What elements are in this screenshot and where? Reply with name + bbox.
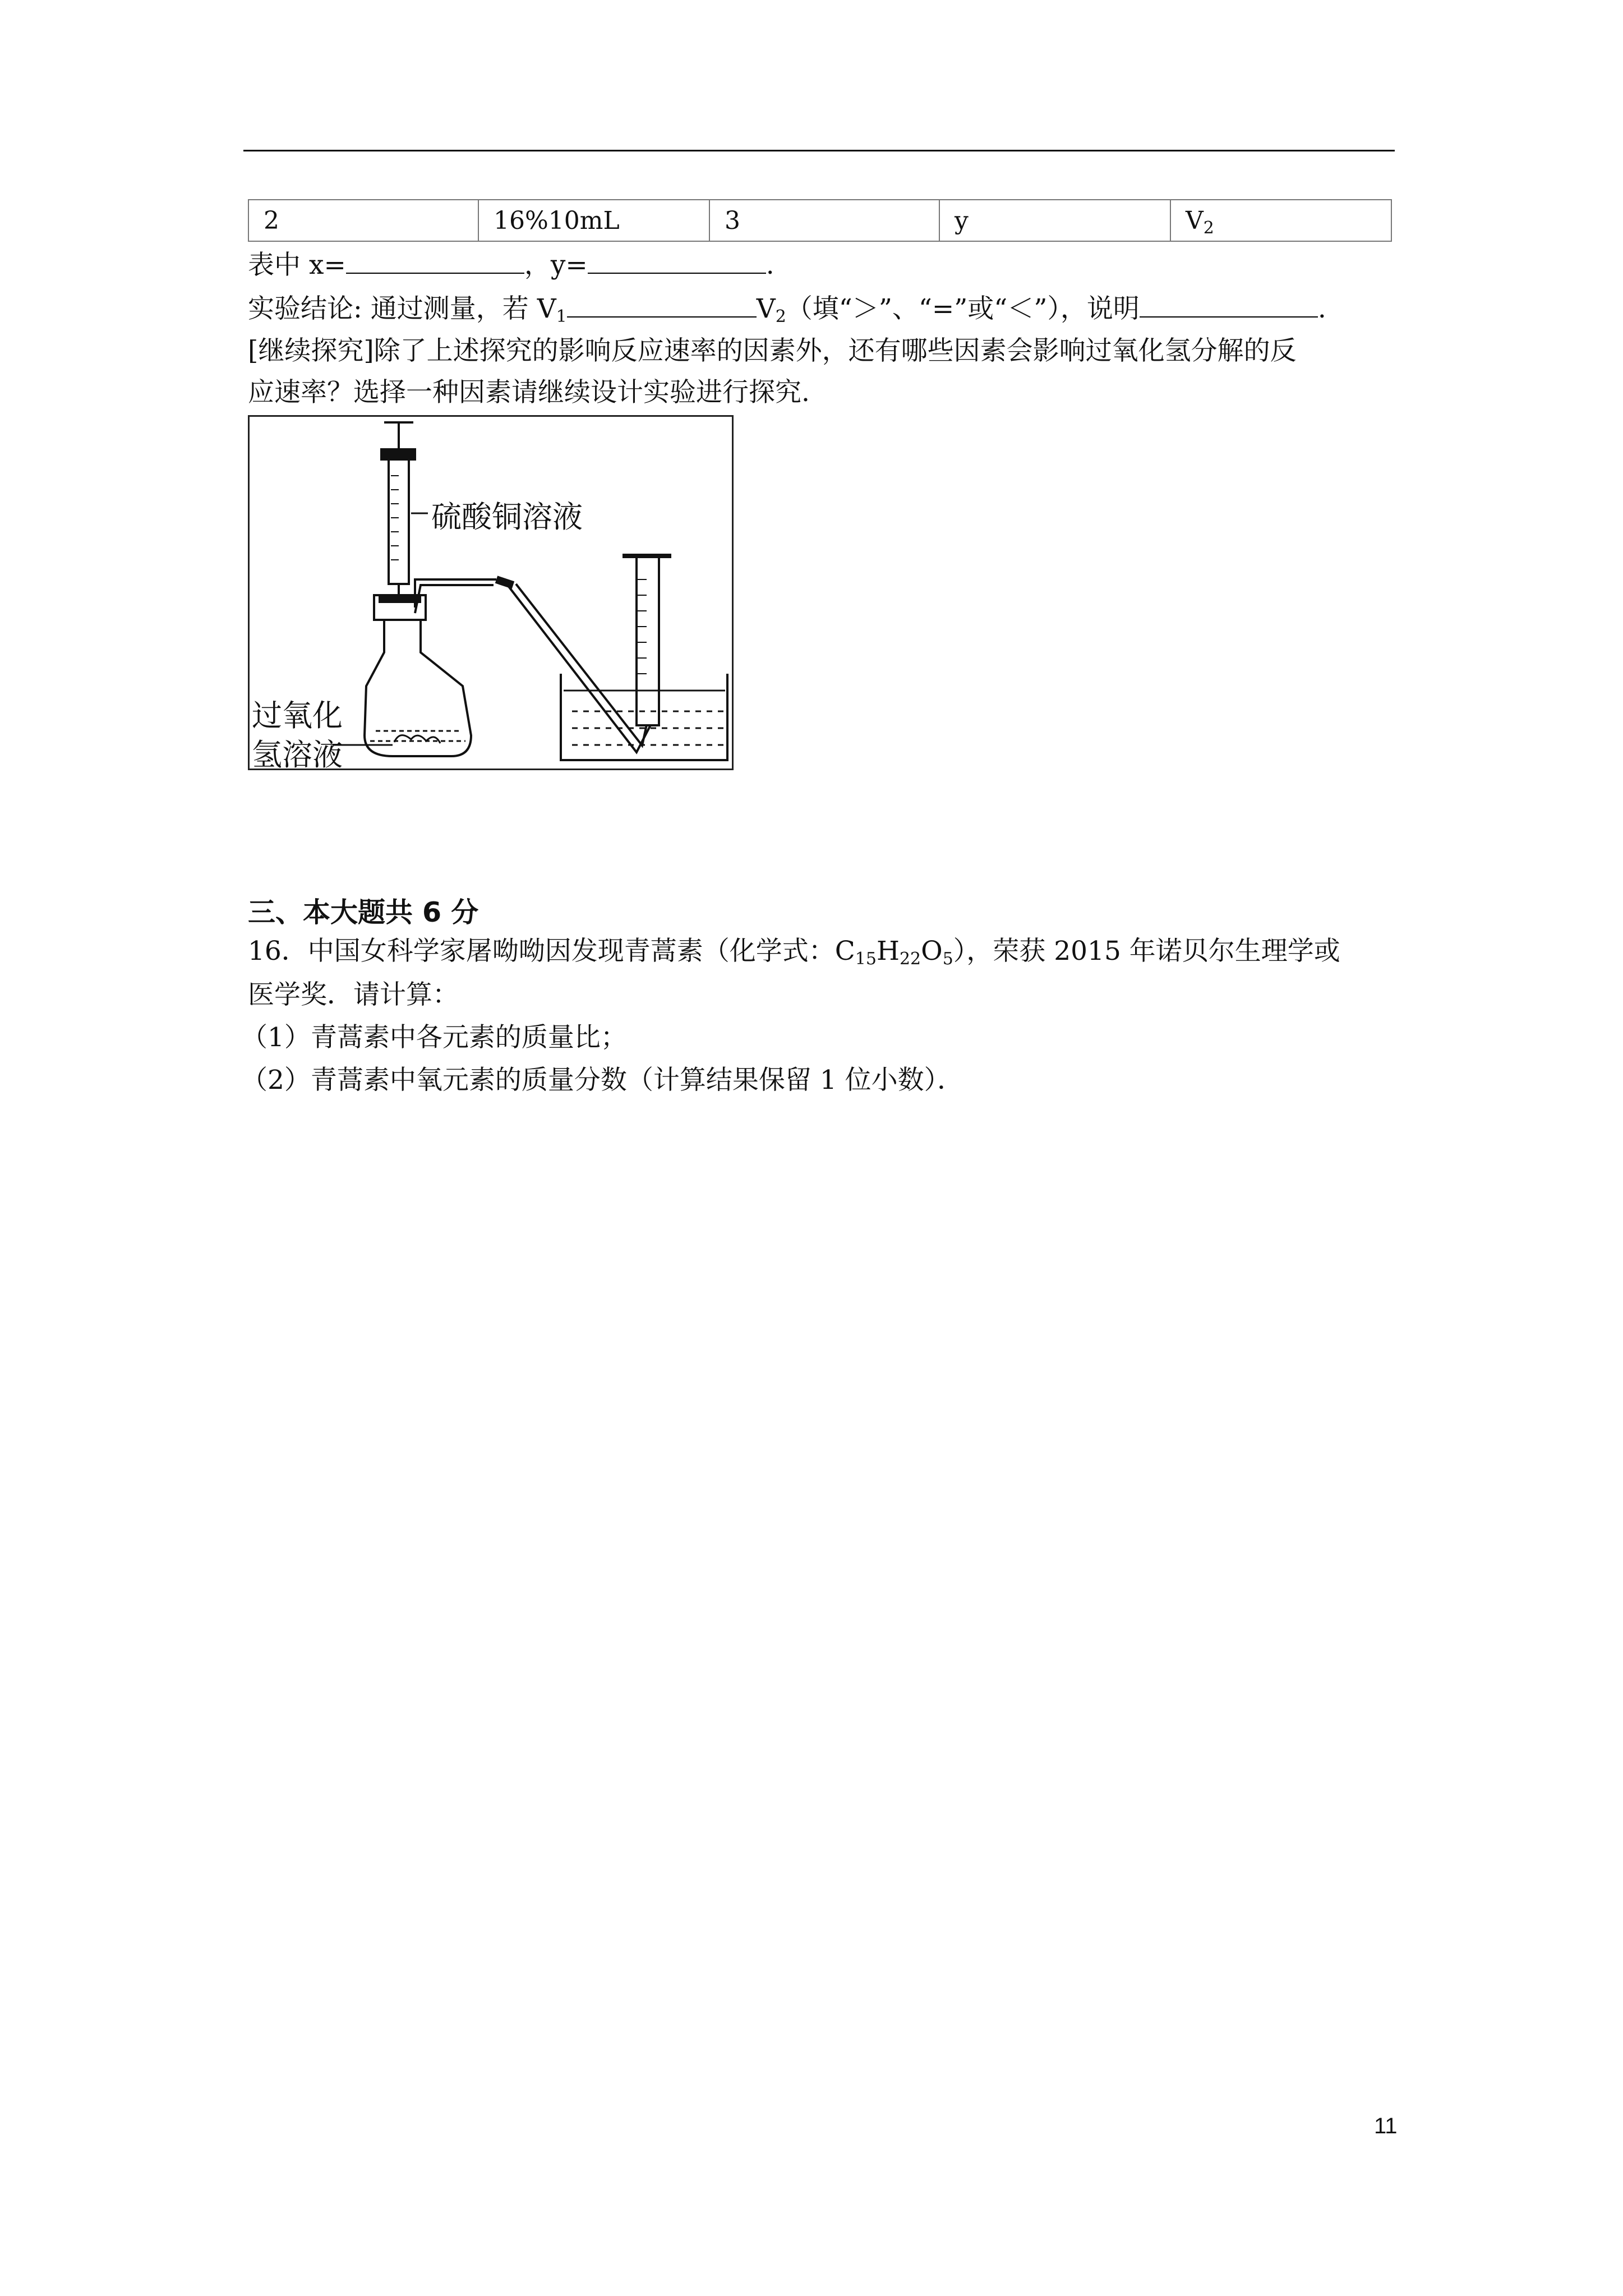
answer-blank-compare[interactable]: [567, 292, 757, 318]
table-row: [248, 200, 1391, 241]
table-cell: y: [939, 200, 1170, 241]
continue-line-2: 应速率？选择一种因素请继续设计实验进行探究.: [248, 377, 810, 408]
table-cell: 3: [709, 200, 939, 241]
q16-line-1: 16．中国女科学家屠呦呦因发现青蒿素（化学式：$C_{15}H_{22}O_5$），荣获 2015 年诺贝尔生理学或: [248, 936, 1340, 969]
table-cell: 16%10mL: [478, 200, 709, 241]
table-cell: $V_2$: [1170, 200, 1391, 241]
label-copper-sulfate: 硫酸铜溶液: [431, 499, 583, 535]
q16-part-1: （1）青蒿素中各元素的质量比；: [241, 1022, 627, 1053]
page-number: 11: [1374, 2114, 1398, 2138]
answer-blank-y[interactable]: [588, 248, 766, 274]
answer-blank-explain[interactable]: [1140, 292, 1318, 318]
answer-blank-x[interactable]: [346, 248, 524, 274]
apparatus-figure: [248, 415, 734, 770]
table-fill-line: 表中 x= ，y= .: [248, 248, 774, 282]
label-peroxide-2: 氢溶液: [252, 737, 343, 772]
header-rule: [243, 150, 1395, 151]
continue-line-1: [继续探究]除了上述探究的影响反应速率的因素外，还有哪些因素会影响过氧化氢分解的反: [248, 335, 1297, 366]
q16-line-2: 医学奖．请计算：: [248, 979, 459, 1010]
label-peroxide-1: 过氧化: [252, 698, 343, 733]
experiment-table: [248, 199, 1392, 242]
section-title: 三、本大题共 6 分: [248, 896, 479, 928]
q16-part-2: （2）青蒿素中氧元素的质量分数（计算结果保留 1 位小数）．: [241, 1065, 964, 1096]
conclusion-line: 实验结论: 通过测量，若 $V_1$ $V_2$（填“＞”、“=”或“＜”），说明 .: [248, 292, 1326, 326]
table-cell: 2: [248, 200, 478, 241]
